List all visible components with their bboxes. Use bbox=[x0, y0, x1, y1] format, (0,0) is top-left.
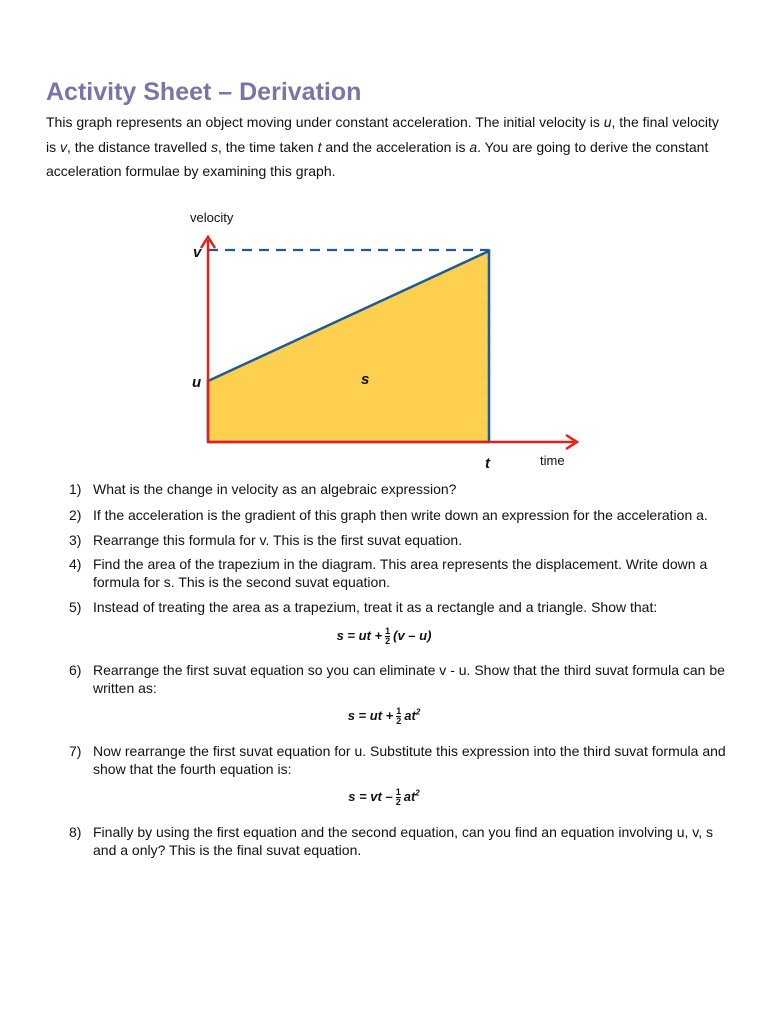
equation-7: s = vt – $\frac{1}{2}$ $at^2$ bbox=[348, 787, 420, 807]
y-axis-label: velocity bbox=[190, 210, 234, 225]
u-label: u bbox=[192, 374, 202, 391]
question-4: 4) Find the area of the trapezium in the diagram. This area represents the displacement. Write down a formula for s. This is the second suvat equation. bbox=[69, 556, 708, 590]
fraction-half: $\frac{1}{2}$ bbox=[395, 787, 401, 807]
equation-6: s = ut + $\frac{1}{2}$ $at^2$ bbox=[347, 706, 421, 726]
question-7: 7) Now rearrange the first suvat equation for u. Substitute this expression into the third suvat formula and show that the fourth equation is: bbox=[69, 743, 726, 777]
x-axis-label: time bbox=[540, 453, 565, 468]
question-5: 5) Instead of treating the area as a trapezium, treat it as a rectangle and a triangle. Show that: bbox=[69, 599, 658, 615]
fraction-half: $\frac{1}{2}$ bbox=[385, 626, 391, 646]
question-6: 6) Rearrange the first suvat equation so you can eliminate v - u. Show that the third suvat formula can be written as: bbox=[69, 662, 725, 696]
t-label: t bbox=[485, 455, 490, 472]
velocity-time-graph bbox=[0, 0, 768, 480]
question-8: 8) Finally by using the first equation and the second equation, can you find an equation involving u, v, s and a only? This is the final suvat equation. bbox=[69, 824, 714, 858]
equation-5: s = ut + $\frac{1}{2}$ (v – u) bbox=[336, 626, 432, 646]
v-label: v bbox=[193, 244, 202, 261]
question-2: 2) If the acceleration is the gradient of this graph then write down an expression for the acceleration a. bbox=[69, 507, 708, 523]
s-label: s bbox=[361, 371, 370, 388]
question-1: 1) What is the change in velocity as an algebraic expression? bbox=[69, 481, 457, 497]
page-title: Activity Sheet – Derivation bbox=[46, 78, 362, 106]
trapezium-area bbox=[208, 251, 489, 442]
fraction-half: $\frac{1}{2}$ bbox=[396, 706, 402, 726]
question-3: 3) Rearrange this formula for v. This is the first suvat equation. bbox=[69, 532, 463, 548]
intro-paragraph: This graph represents an object moving under constant acceleration. The initial velocity is u, the final velocity is v, the distance travelled s, the time taken t and the acceleration is a. You are going to derive the constant acceleration formulae by examining this graph. bbox=[46, 114, 719, 179]
